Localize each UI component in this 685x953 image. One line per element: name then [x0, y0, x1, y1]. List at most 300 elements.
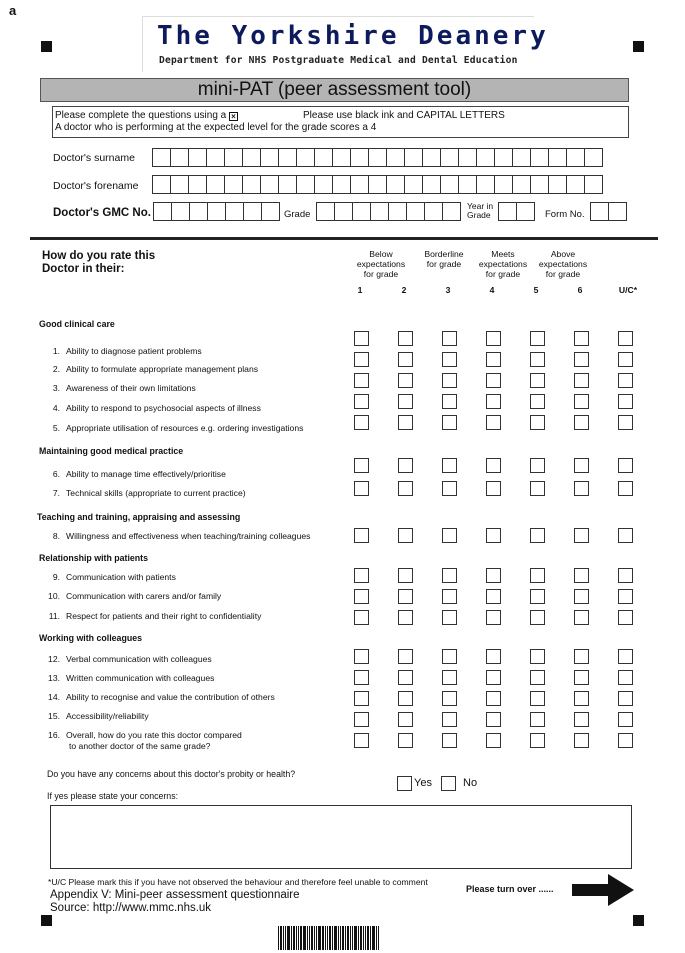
- registration-mark-bottom-right: [633, 915, 644, 926]
- barcode-bar: [307, 926, 308, 950]
- character-box[interactable]: [424, 202, 443, 221]
- question-text: Ability to respond to psychosocial aspects of illness: [66, 403, 261, 413]
- rating-checkbox-1[interactable]: [354, 589, 369, 604]
- rating-checkbox-4[interactable]: [486, 528, 501, 543]
- rating-checkbox-4[interactable]: [486, 568, 501, 583]
- rating-checkbox-uc[interactable]: [618, 712, 633, 727]
- scale-group-line: Meets: [491, 249, 515, 259]
- rating-checkbox-1[interactable]: [354, 458, 369, 473]
- character-box[interactable]: [548, 148, 567, 167]
- character-box[interactable]: [224, 175, 243, 194]
- question-item: [40, 711, 149, 722]
- scale-group-line: for grade: [363, 269, 399, 279]
- rating-checkbox-6[interactable]: [574, 733, 589, 748]
- rating-checkbox-3[interactable]: [442, 733, 457, 748]
- concerns-yes-checkbox[interactable]: [397, 776, 412, 791]
- character-box[interactable]: [350, 148, 369, 167]
- rating-checkbox-5[interactable]: [530, 733, 545, 748]
- caption-line2: Source: http://www.mmc.nhs.uk: [50, 902, 212, 914]
- grade-label: Grade: [284, 209, 311, 220]
- character-box[interactable]: [458, 148, 477, 167]
- rating-checkbox-5[interactable]: [530, 649, 545, 664]
- scale-group-line: for grade: [545, 269, 581, 279]
- rating-checkbox-5[interactable]: [530, 670, 545, 685]
- rating-checkbox-1[interactable]: [354, 373, 369, 388]
- rating-checkbox-uc[interactable]: [618, 733, 633, 748]
- barcode-bar: [329, 926, 331, 950]
- character-box[interactable]: [476, 148, 495, 167]
- rating-checkbox-uc[interactable]: [618, 458, 633, 473]
- deanery-logo: [142, 16, 549, 72]
- barcode-bar: [285, 926, 286, 950]
- question-item: [40, 383, 196, 394]
- barcode-bar: [360, 926, 362, 950]
- rating-checkbox-2[interactable]: [398, 352, 413, 367]
- character-box[interactable]: [590, 202, 609, 221]
- rating-checkbox-3[interactable]: [442, 373, 457, 388]
- character-box[interactable]: [498, 202, 517, 221]
- question-text: Willingness and effectiveness when teaching/training colleagues: [66, 531, 311, 541]
- character-box[interactable]: [152, 148, 171, 167]
- rating-checkbox-uc[interactable]: [618, 331, 633, 346]
- character-box[interactable]: [386, 175, 405, 194]
- character-box[interactable]: [548, 175, 567, 194]
- barcode-bar: [367, 926, 369, 950]
- question-text: Ability to formulate appropriate management plans: [66, 364, 259, 374]
- scale-group-line: Below: [369, 249, 393, 259]
- rating-checkbox-3[interactable]: [442, 528, 457, 543]
- rating-checkbox-1[interactable]: [354, 733, 369, 748]
- barcode-bar: [283, 926, 284, 950]
- barcode-bar: [280, 926, 282, 950]
- barcode-bar: [303, 926, 306, 950]
- rating-checkbox-2[interactable]: [398, 568, 413, 583]
- barcode-bar: [311, 926, 313, 950]
- rating-checkbox-2[interactable]: [398, 712, 413, 727]
- barcode-bar: [316, 926, 317, 950]
- rating-checkbox-1[interactable]: [354, 528, 369, 543]
- rating-question-heading: [42, 250, 155, 276]
- rating-checkbox-2[interactable]: [398, 394, 413, 409]
- rating-checkbox-uc[interactable]: [618, 589, 633, 604]
- barcode-bar: [314, 926, 315, 950]
- scale-group-line: Above: [550, 249, 576, 259]
- rating-checkbox-6[interactable]: [574, 394, 589, 409]
- character-box[interactable]: [516, 202, 535, 221]
- scale-number: 1: [357, 285, 363, 295]
- rating-checkbox-1[interactable]: [354, 394, 369, 409]
- character-box[interactable]: [422, 148, 441, 167]
- question-item: [40, 591, 221, 602]
- section-heading: Good clinical care: [39, 319, 115, 329]
- rating-checkbox-4[interactable]: [486, 589, 501, 604]
- rating-checkbox-uc[interactable]: [618, 568, 633, 583]
- rating-checkbox-2[interactable]: [398, 589, 413, 604]
- character-box[interactable]: [170, 175, 189, 194]
- rating-checkbox-3[interactable]: [442, 352, 457, 367]
- rating-checkbox-4[interactable]: [486, 691, 501, 706]
- rating-checkbox-6[interactable]: [574, 691, 589, 706]
- character-box[interactable]: [296, 148, 315, 167]
- question-item: [40, 364, 258, 375]
- barcode-bar: [300, 926, 302, 950]
- rating-checkbox-4[interactable]: [486, 394, 501, 409]
- question-number: 5.: [52, 423, 60, 433]
- character-box[interactable]: [440, 175, 459, 194]
- question-text: Appropriate utilisation of resources e.g. ordering investigations: [66, 423, 304, 433]
- concerns-no-label: No: [463, 777, 478, 789]
- barcode-bar: [363, 926, 364, 950]
- rating-checkbox-4[interactable]: [486, 670, 501, 685]
- character-box[interactable]: [386, 148, 405, 167]
- barcode-bar: [293, 926, 295, 950]
- rating-checkbox-5[interactable]: [530, 394, 545, 409]
- rating-checkbox-3[interactable]: [442, 481, 457, 496]
- surname-input[interactable]: [152, 148, 602, 167]
- rating-checkbox-2[interactable]: [398, 331, 413, 346]
- rating-checkbox-3[interactable]: [442, 415, 457, 430]
- year-in-grade-label-line1: Year in: [467, 201, 494, 211]
- surname-label: Doctor's surname: [53, 152, 135, 164]
- character-box[interactable]: [368, 148, 387, 167]
- question-text: Written communication with colleagues: [66, 673, 215, 683]
- barcode-bar: [325, 926, 326, 950]
- question-number: 9.: [52, 572, 60, 582]
- rating-checkbox-uc[interactable]: [618, 394, 633, 409]
- rating-checkbox-3[interactable]: [442, 458, 457, 473]
- rating-checkbox-4[interactable]: [486, 331, 501, 346]
- character-box[interactable]: [512, 148, 531, 167]
- form-no-input[interactable]: [590, 202, 626, 221]
- rating-checkbox-4[interactable]: [486, 458, 501, 473]
- rating-checkbox-uc[interactable]: [618, 481, 633, 496]
- concerns-detail-textarea[interactable]: [50, 805, 632, 869]
- question-number: 1.: [52, 346, 60, 356]
- rating-checkbox-uc[interactable]: [618, 352, 633, 367]
- form-title: mini-PAT (peer assessment tool): [40, 78, 629, 102]
- character-box[interactable]: [368, 175, 387, 194]
- rating-checkbox-2[interactable]: [398, 670, 413, 685]
- rating-checkbox-uc[interactable]: [618, 415, 633, 430]
- character-box[interactable]: [584, 175, 603, 194]
- character-box[interactable]: [332, 175, 351, 194]
- rating-checkbox-2[interactable]: [398, 415, 413, 430]
- character-box[interactable]: [243, 202, 262, 221]
- character-box[interactable]: [153, 202, 172, 221]
- barcode-bar: [345, 926, 346, 950]
- character-box[interactable]: [261, 202, 280, 221]
- character-box[interactable]: [352, 202, 371, 221]
- rating-checkbox-5[interactable]: [530, 481, 545, 496]
- grade-input[interactable]: [316, 202, 460, 221]
- character-box[interactable]: [242, 175, 261, 194]
- rating-checkbox-6[interactable]: [574, 610, 589, 625]
- rating-checkbox-5[interactable]: [530, 352, 545, 367]
- rating-checkbox-3[interactable]: [442, 394, 457, 409]
- character-box[interactable]: [512, 175, 531, 194]
- character-box[interactable]: [314, 175, 333, 194]
- character-box[interactable]: [440, 148, 459, 167]
- character-box[interactable]: [530, 148, 549, 167]
- question-item: [40, 611, 261, 622]
- question-item: [40, 692, 275, 703]
- rating-checkbox-1[interactable]: [354, 712, 369, 727]
- character-box[interactable]: [242, 148, 261, 167]
- rating-checkbox-1[interactable]: [354, 649, 369, 664]
- rating-checkbox-3[interactable]: [442, 670, 457, 685]
- barcode-bar: [350, 926, 351, 950]
- rating-checkbox-6[interactable]: [574, 589, 589, 604]
- rating-checkbox-4[interactable]: [486, 352, 501, 367]
- question-item: [40, 423, 303, 434]
- character-box[interactable]: [422, 175, 441, 194]
- concerns-no-checkbox[interactable]: [441, 776, 456, 791]
- barcode-bar: [318, 926, 321, 950]
- character-box[interactable]: [370, 202, 389, 221]
- scale-group-line: for grade: [426, 259, 462, 269]
- rating-checkbox-2[interactable]: [398, 649, 413, 664]
- rating-checkbox-5[interactable]: [530, 568, 545, 583]
- barcode-bar: [332, 926, 333, 950]
- character-box[interactable]: [314, 148, 333, 167]
- barcode-bar: [327, 926, 328, 950]
- barcode-bar: [291, 926, 292, 950]
- scale-number: 3: [445, 285, 451, 295]
- question-text: Communication with patients: [66, 572, 176, 582]
- barcode-bar: [372, 926, 375, 950]
- barcode-bar: [365, 926, 366, 950]
- question-number: 4.: [52, 403, 60, 413]
- barcode-bar: [340, 926, 341, 950]
- rating-checkbox-5[interactable]: [530, 415, 545, 430]
- figure-label: a: [9, 3, 17, 18]
- character-box[interactable]: [566, 148, 585, 167]
- character-box[interactable]: [278, 148, 297, 167]
- barcode-bar: [322, 926, 324, 950]
- question-text: Ability to diagnose patient problems: [66, 346, 202, 356]
- character-box[interactable]: [278, 175, 297, 194]
- rating-checkbox-6[interactable]: [574, 331, 589, 346]
- rating-checkbox-6[interactable]: [574, 415, 589, 430]
- rating-checkbox-5[interactable]: [530, 458, 545, 473]
- rating-checkbox-4[interactable]: [486, 373, 501, 388]
- question-number: 14.: [48, 692, 60, 702]
- question-text: Accessibility/reliability: [66, 711, 149, 721]
- scale-group-line: expectations: [478, 259, 528, 269]
- character-box[interactable]: [171, 202, 190, 221]
- rating-checkbox-4[interactable]: [486, 649, 501, 664]
- rating-checkbox-4[interactable]: [486, 733, 501, 748]
- rating-checkbox-1[interactable]: [354, 352, 369, 367]
- scale-group-line: expectations: [538, 259, 588, 269]
- rating-checkbox-3[interactable]: [442, 712, 457, 727]
- character-box[interactable]: [332, 148, 351, 167]
- rating-checkbox-6[interactable]: [574, 712, 589, 727]
- character-box[interactable]: [152, 175, 171, 194]
- rating-checkbox-3[interactable]: [442, 691, 457, 706]
- character-box[interactable]: [404, 175, 423, 194]
- year-in-grade-input[interactable]: [498, 202, 534, 221]
- rating-checkbox-3[interactable]: [442, 331, 457, 346]
- org-name: The Yorkshire Deanery: [157, 21, 549, 51]
- question-item: [40, 469, 226, 480]
- gmc-number-input[interactable]: [153, 202, 279, 221]
- character-box[interactable]: [206, 175, 225, 194]
- character-box[interactable]: [530, 175, 549, 194]
- rating-checkbox-3[interactable]: [442, 610, 457, 625]
- scale-number: 6: [577, 285, 583, 295]
- barcode-bar: [352, 926, 353, 950]
- character-box[interactable]: [206, 148, 225, 167]
- character-box[interactable]: [494, 175, 513, 194]
- forename-input[interactable]: [152, 175, 602, 194]
- rating-checkbox-5[interactable]: [530, 712, 545, 727]
- scale-number: 4: [489, 285, 495, 295]
- rating-checkbox-1[interactable]: [354, 670, 369, 685]
- character-box[interactable]: [207, 202, 226, 221]
- rating-checkbox-uc[interactable]: [618, 528, 633, 543]
- character-box[interactable]: [442, 202, 461, 221]
- character-box[interactable]: [566, 175, 585, 194]
- section-heading: Working with colleagues: [39, 633, 142, 643]
- rating-checkbox-5[interactable]: [530, 589, 545, 604]
- concerns-yes-label: Yes: [414, 777, 432, 789]
- question-item: [40, 346, 202, 357]
- character-box[interactable]: [316, 202, 335, 221]
- rating-checkbox-4[interactable]: [486, 481, 501, 496]
- scale-group-line: expectations: [356, 259, 406, 269]
- rating-checkbox-6[interactable]: [574, 481, 589, 496]
- rating-checkbox-2[interactable]: [398, 373, 413, 388]
- question-number: 12.: [48, 654, 60, 664]
- rating-checkbox-4[interactable]: [486, 415, 501, 430]
- gmc-label: Doctor's GMC No.: [53, 207, 151, 219]
- rating-checkbox-5[interactable]: [530, 691, 545, 706]
- scale-group-line: for grade: [485, 269, 521, 279]
- rating-checkbox-3[interactable]: [442, 649, 457, 664]
- checked-box-icon: ×: [229, 112, 238, 121]
- character-box[interactable]: [388, 202, 407, 221]
- character-box[interactable]: [404, 148, 423, 167]
- rating-checkbox-6[interactable]: [574, 352, 589, 367]
- character-box[interactable]: [406, 202, 425, 221]
- rating-checkbox-5[interactable]: [530, 373, 545, 388]
- question-number: 11.: [48, 611, 60, 621]
- rating-checkbox-6[interactable]: [574, 458, 589, 473]
- rating-checkbox-uc[interactable]: [618, 610, 633, 625]
- character-box[interactable]: [260, 148, 279, 167]
- barcode-bar: [378, 926, 379, 950]
- character-box[interactable]: [296, 175, 315, 194]
- barcode-bar: [354, 926, 357, 950]
- question-text: Verbal communication with colleagues: [66, 654, 212, 664]
- rating-checkbox-2[interactable]: [398, 481, 413, 496]
- rating-checkbox-2[interactable]: [398, 691, 413, 706]
- rating-checkbox-1[interactable]: [354, 415, 369, 430]
- turn-over-text: Please turn over ......: [466, 884, 554, 894]
- year-in-grade-label-line2: Grade: [467, 210, 491, 220]
- rating-checkbox-5[interactable]: [530, 610, 545, 625]
- rating-checkbox-uc[interactable]: [618, 691, 633, 706]
- forename-label: Doctor's forename: [53, 180, 139, 192]
- question-item: [40, 488, 246, 499]
- character-box[interactable]: [189, 202, 208, 221]
- question-text-continued: to another doctor of the same grade?: [69, 741, 211, 751]
- rating-checkbox-6[interactable]: [574, 670, 589, 685]
- rating-checkbox-1[interactable]: [354, 331, 369, 346]
- section-divider: [30, 237, 658, 240]
- rating-checkbox-uc[interactable]: [618, 670, 633, 685]
- section-heading: Teaching and training, appraising and assessing: [37, 512, 241, 522]
- rating-checkbox-6[interactable]: [574, 568, 589, 583]
- question-item: [40, 654, 212, 665]
- section-heading: Relationship with patients: [39, 553, 148, 563]
- character-box[interactable]: [334, 202, 353, 221]
- character-box[interactable]: [476, 175, 495, 194]
- rating-checkbox-6[interactable]: [574, 373, 589, 388]
- year-in-grade-label: [467, 202, 493, 220]
- rating-checkbox-5[interactable]: [530, 331, 545, 346]
- rating-checkbox-5[interactable]: [530, 528, 545, 543]
- rating-checkbox-6[interactable]: [574, 649, 589, 664]
- figure-caption: [50, 889, 300, 915]
- character-box[interactable]: [224, 148, 243, 167]
- rating-checkbox-3[interactable]: [442, 589, 457, 604]
- question-number: 8.: [52, 531, 60, 541]
- rating-checkbox-2[interactable]: [398, 458, 413, 473]
- rating-checkbox-1[interactable]: [354, 691, 369, 706]
- rating-checkbox-uc[interactable]: [618, 373, 633, 388]
- rating-checkbox-4[interactable]: [486, 610, 501, 625]
- question-text: Ability to manage time effectively/prioritise: [66, 469, 226, 479]
- character-box[interactable]: [494, 148, 513, 167]
- registration-mark-top-right: [633, 41, 644, 52]
- turn-over-arrow-icon: [572, 874, 634, 906]
- rating-checkbox-6[interactable]: [574, 528, 589, 543]
- character-box[interactable]: [188, 148, 207, 167]
- question-number: 16.: [48, 730, 60, 740]
- rating-checkbox-3[interactable]: [442, 568, 457, 583]
- character-box[interactable]: [458, 175, 477, 194]
- character-box[interactable]: [188, 175, 207, 194]
- rating-checkbox-1[interactable]: [354, 481, 369, 496]
- question-text: Communication with carers and/or family: [66, 591, 222, 601]
- character-box[interactable]: [225, 202, 244, 221]
- character-box[interactable]: [170, 148, 189, 167]
- rating-checkbox-4[interactable]: [486, 712, 501, 727]
- character-box[interactable]: [260, 175, 279, 194]
- rating-checkbox-2[interactable]: [398, 528, 413, 543]
- rating-checkbox-uc[interactable]: [618, 649, 633, 664]
- rating-checkbox-2[interactable]: [398, 610, 413, 625]
- form-no-label: Form No.: [545, 209, 585, 220]
- rating-checkbox-1[interactable]: [354, 610, 369, 625]
- question-text: Technical skills (appropriate to current practice): [66, 488, 246, 498]
- character-box[interactable]: [608, 202, 627, 221]
- character-box[interactable]: [584, 148, 603, 167]
- rating-checkbox-2[interactable]: [398, 733, 413, 748]
- caption-line1: Appendix V: Mini-peer assessment questionnaire: [50, 889, 300, 901]
- barcode-bar: [358, 926, 359, 950]
- question-item: [40, 572, 176, 583]
- question-number: 15.: [48, 711, 60, 721]
- question-number: 7.: [52, 488, 60, 498]
- character-box[interactable]: [350, 175, 369, 194]
- question-text: Awareness of their own limitations: [66, 383, 196, 393]
- scale-number: 2: [401, 285, 407, 295]
- rating-checkbox-1[interactable]: [354, 568, 369, 583]
- scale-number: U/C*: [618, 285, 638, 295]
